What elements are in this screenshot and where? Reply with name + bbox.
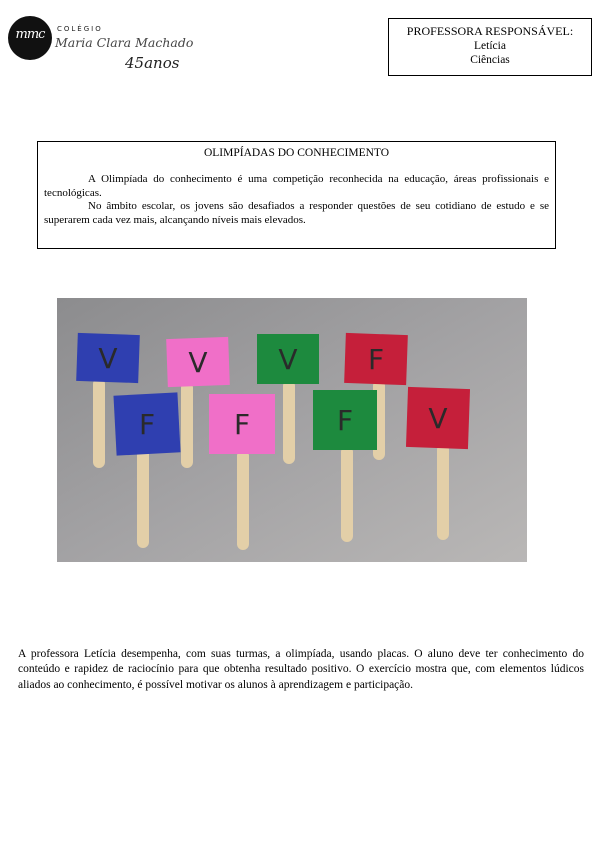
- sign-6-letter: F: [233, 408, 251, 441]
- sign-4-letter: F: [367, 343, 385, 376]
- sign-2-stick: [181, 382, 193, 468]
- logo-monogram: mmc: [15, 27, 45, 42]
- school-logo: [8, 16, 193, 78]
- sign-1-letter: V: [98, 342, 118, 375]
- sign-8-letter: V: [428, 402, 448, 435]
- intro-title: OLIMPÍADAS DO CONHECIMENTO: [203, 147, 390, 159]
- intro-box: [37, 141, 556, 249]
- sign-3-letter: V: [278, 343, 298, 376]
- sign-5-letter: F: [138, 408, 156, 441]
- sign-7-letter: F: [336, 404, 354, 437]
- sign-8-stick: [437, 444, 449, 540]
- intro-paragraph-2: No âmbito escolar, os jovens são desafiados a responder questões de seu cotidiano de estudo e se superarem cada vez mais, alcançando níveis mais elevados.: [44, 200, 549, 226]
- logo-monogram-circle: [8, 16, 52, 60]
- logo-school-prefix: COLÉGIO: [57, 25, 103, 33]
- sign-3-stick: [283, 380, 295, 464]
- teacher-heading: PROFESSORA RESPONSÁVEL:: [406, 24, 574, 38]
- teacher-name: Letícia: [474, 40, 506, 52]
- signs-photo: [57, 298, 527, 562]
- logo-school-name: Maria Clara Machado: [55, 35, 194, 50]
- logo-anniversary: 45anos: [125, 54, 180, 72]
- sign-7-stick: [341, 446, 353, 542]
- sign-2-letter: V: [188, 346, 208, 379]
- sign-6-stick: [237, 450, 249, 550]
- teacher-box: [388, 18, 592, 76]
- sign-1-stick: [93, 378, 105, 468]
- teacher-subject: Ciências: [470, 54, 510, 66]
- photo-caption: A professora Letícia desempenha, com suas turmas, a olimpíada, usando placas. O aluno deve ter conhecimento do conteúdo e rapidez de raciocínio para que obtenha resultado positivo. O exercício mostra que, com elementos lúdicos aliados ao conhecimento, é possível motivar os alunos à aprendizagem e participação.: [18, 648, 584, 691]
- intro-paragraph-1: A Olimpíada do conhecimento é uma competição reconhecida na educação, áreas profissionais e tecnológicas.: [44, 173, 549, 199]
- sign-5-stick: [137, 448, 149, 548]
